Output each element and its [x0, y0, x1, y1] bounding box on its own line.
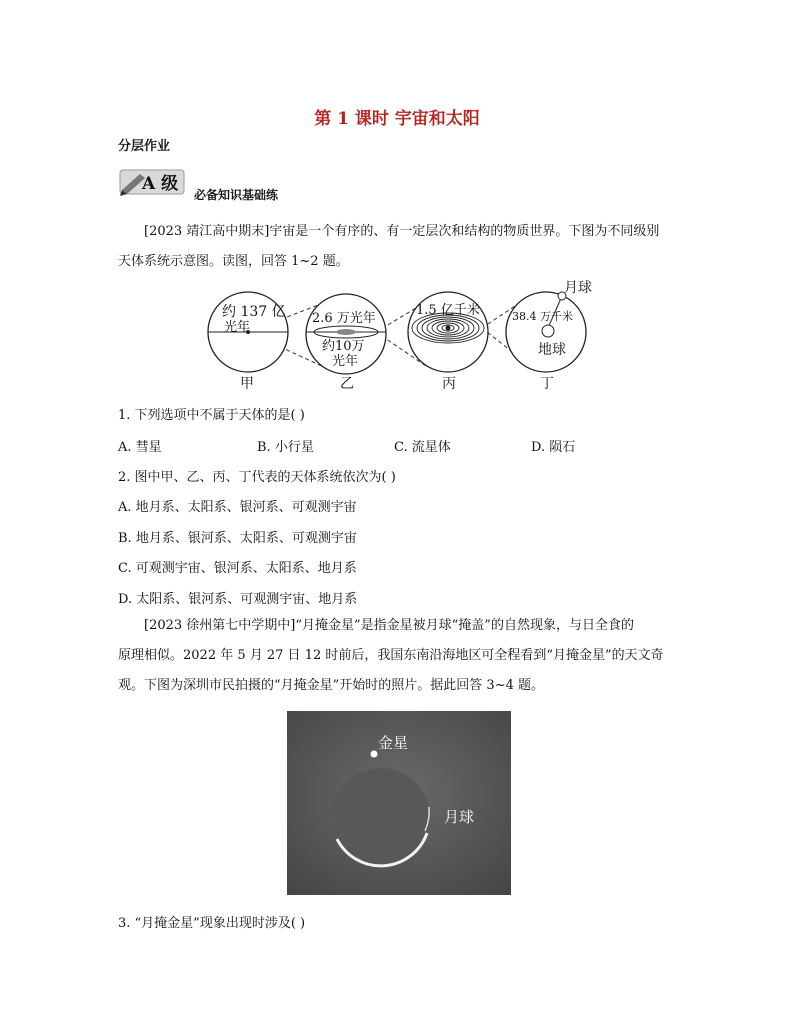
ding-distance: 38.4 万千米	[512, 310, 573, 323]
ding-label: 丁	[540, 376, 554, 392]
question-2-stem: 2. 图中甲、乙、丙、丁代表的天体系统依次为( )	[118, 470, 396, 485]
section-subtitle: 分层作业	[118, 139, 171, 154]
yi-label: 乙	[340, 376, 354, 392]
circle-jia	[208, 292, 288, 392]
page-title: 第 1 课时 宇宙和太阳	[314, 109, 480, 129]
q1-option-a[interactable]: A. 彗星	[118, 440, 162, 455]
bing-label: 丙	[442, 376, 456, 392]
q2-option-d[interactable]: D. 太阳系、银河系、可观测宇宙、地月系	[118, 592, 358, 607]
passage-1-line-1: [2023 靖江高中期末]宇宙是一个有序的、有一定层次和结构的物质世界。下图为不同级别	[144, 224, 660, 239]
ding-earth-label: 地球	[538, 342, 566, 358]
circle-yi	[306, 294, 386, 392]
q2-option-a[interactable]: A. 地月系、太阳系、银河系、可观测宇宙	[118, 500, 357, 515]
passage-2	[118, 611, 690, 701]
yi-distance: 2.6 万光年	[312, 311, 376, 326]
yi-unit: 光年	[332, 354, 359, 369]
level-caption: 必备知识基础练	[194, 188, 279, 202]
jia-unit: 光年	[224, 320, 251, 335]
q1-option-c[interactable]: C. 流星体	[394, 440, 451, 455]
jia-distance: 约 137 亿	[222, 304, 286, 320]
q2-option-c[interactable]: C. 可观测宇宙、银河系、太阳系、地月系	[118, 561, 357, 576]
question-1-stem: 1. 下列选项中不属于天体的是( )	[118, 408, 305, 423]
passage-2-line-2: 原理相似。2022 年 5 月 27 日 12 时前后，我国东南沿海地区可全程看到“月掩金星”的天文奇	[118, 648, 664, 663]
earth-marker	[542, 325, 554, 337]
celestial-systems-diagram	[200, 276, 610, 394]
bing-distance: 1.5 亿千米	[416, 303, 480, 318]
q2-option-b[interactable]: B. 地月系、银河系、太阳系、可观测宇宙	[118, 531, 357, 546]
yi-diameter: 约10万	[322, 339, 365, 354]
q1-option-b[interactable]: B. 小行星	[257, 440, 314, 455]
ding-moon-label: 月球	[564, 280, 592, 296]
moon-label: 月球	[444, 808, 475, 826]
jia-label: 甲	[240, 376, 254, 392]
level-badge	[118, 166, 188, 196]
passage-1	[118, 217, 690, 277]
moon-venus-photo	[287, 711, 511, 895]
venus-dot	[371, 751, 378, 758]
venus-label: 金星	[378, 734, 409, 752]
circle-bing	[408, 292, 488, 392]
circle-ding	[506, 280, 592, 392]
level-badge-label: A 级	[142, 174, 179, 194]
q1-option-d[interactable]: D. 陨石	[531, 440, 576, 455]
passage-2-line-3: 观。下图为深圳市民拍摄的“月掩金星”开始时的照片。据此回答 3~4 题。	[118, 678, 544, 693]
passage-2-line-1: [2023 徐州第七中学期中]“月掩金星”是指金星被月球“掩盖”的自然现象，与日全食的	[144, 618, 634, 633]
question-3-stem: 3. “月掩金星”现象出现时涉及( )	[118, 916, 306, 931]
passage-1-line-2: 天体系统示意图。读图，回答 1~2 题。	[118, 254, 349, 269]
